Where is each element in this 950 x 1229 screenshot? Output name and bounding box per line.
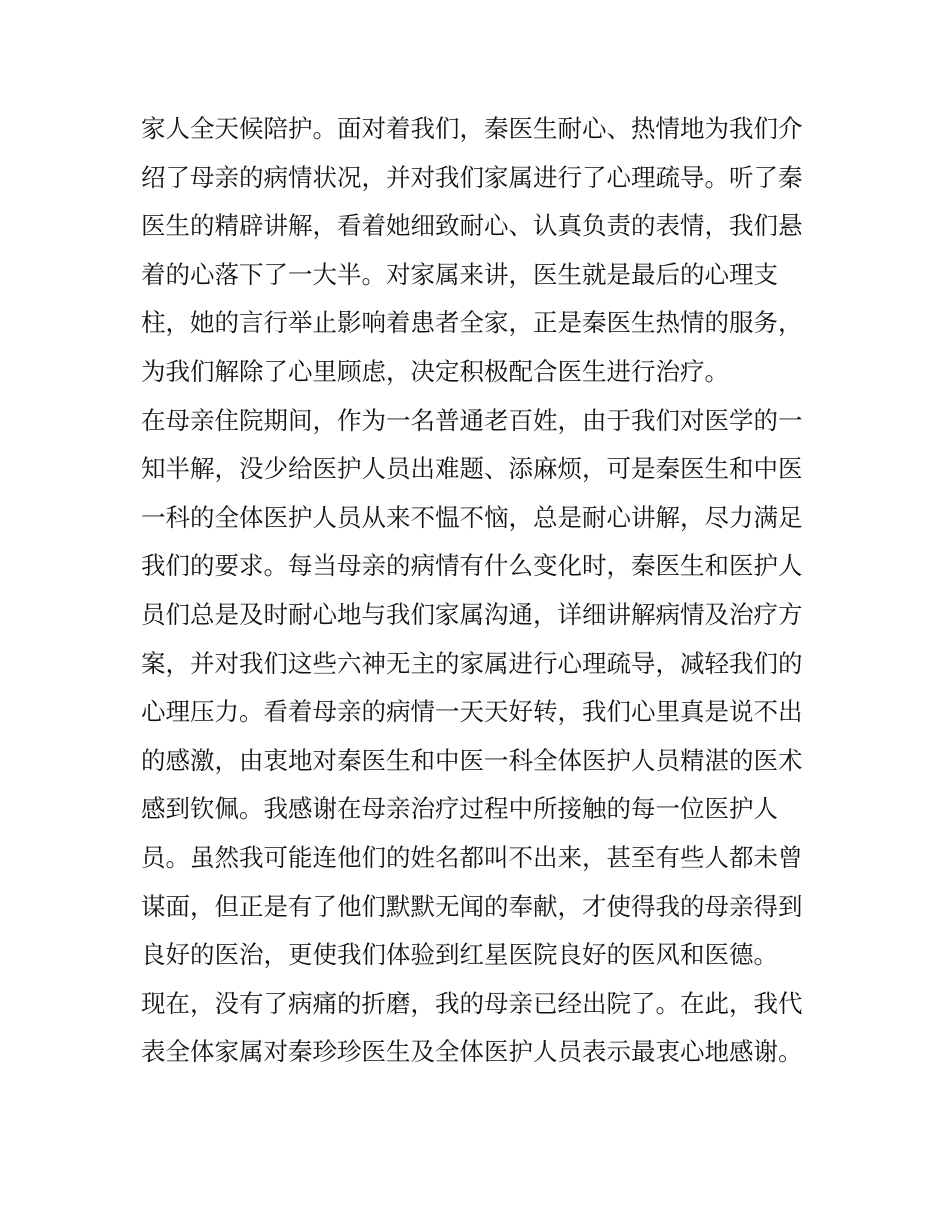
text-line: 良好的医治，更使我们体验到红星医院良好的医风和医德。 — [141, 940, 778, 970]
text-line: 员。虽然我可能连他们的姓名都叫不出来，甚至有些人都未曾 — [141, 842, 803, 872]
text-line: 一科的全体医护人员从来不愠不恼，总是耐心讲解，尽力满足 — [141, 502, 803, 532]
text-line: 我们的要求。每当母亲的病情有什么变化时，秦医生和医护人 — [141, 551, 803, 581]
text-line: 柱，她的言行举止影响着患者全家，正是秦医生热情的服务， — [141, 308, 803, 338]
text-line: 谋面，但正是有了他们默默无闻的奉献，才使得我的母亲得到 — [141, 891, 803, 921]
text-line: 感到钦佩。我感谢在母亲治疗过程中所接触的每一位医护人 — [141, 794, 778, 824]
letter-body — [141, 105, 821, 1077]
text-line: 案，并对我们这些六神无主的家属进行心理疏导，减轻我们的 — [141, 648, 803, 678]
text-line: 员们总是及时耐心地与我们家属沟通，详细讲解病情及治疗方 — [141, 599, 803, 629]
text-line: 的感激，由衷地对秦医生和中医一科全体医护人员精湛的医术 — [141, 745, 803, 775]
text-line: 现在，没有了病痛的折磨，我的母亲已经出院了。在此，我代 — [141, 988, 803, 1018]
text-line: 医生的精辟讲解，看着她细致耐心、认真负责的表情，我们悬 — [141, 211, 803, 241]
text-line: 绍了母亲的病情状况，并对我们家属进行了心理疏导。听了秦 — [141, 162, 803, 192]
text-line: 在母亲住院期间，作为一名普通老百姓，由于我们对医学的一 — [141, 405, 803, 435]
text-line: 家人全天候陪护。面对着我们，秦医生耐心、热情地为我们介 — [141, 114, 803, 143]
text-line: 心理压力。看着母亲的病情一天天好转，我们心里真是说不出 — [141, 697, 803, 727]
text-line: 表全体家属对秦珍珍医生及全体医护人员表示最衷心地感谢。 — [141, 1037, 803, 1067]
text-line: 为我们解除了心里顾虑，决定积极配合医生进行治疗。 — [141, 356, 729, 386]
text-line: 着的心落下了一大半。对家属来讲，医生就是最后的心理支 — [141, 259, 778, 289]
text-line: 知半解，没少给医护人员出难题、添麻烦，可是秦医生和中医 — [141, 454, 803, 484]
